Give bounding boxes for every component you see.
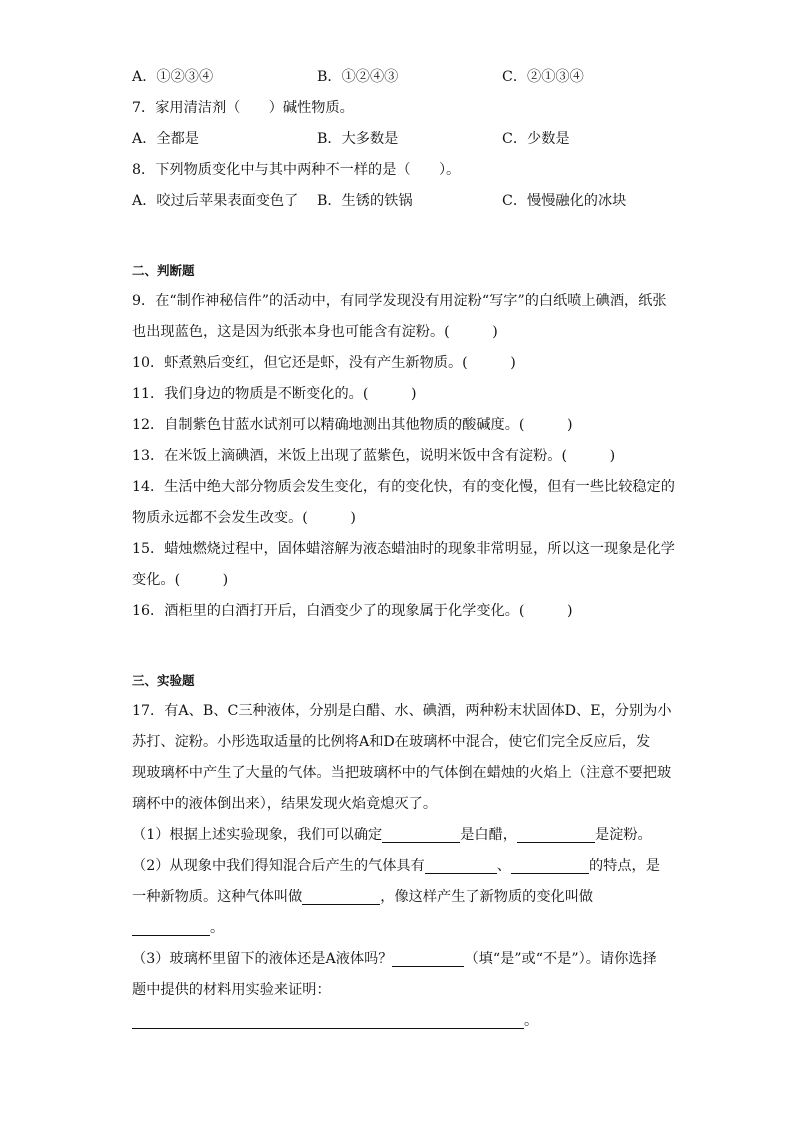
answer-blank-gas-name[interactable] <box>302 886 380 905</box>
answer-blank-experiment[interactable] <box>132 1010 524 1029</box>
q17-p2-text-e: ，像这样产生了新物质的变化叫做 <box>380 889 594 905</box>
q17-p3-text-d: 。 <box>524 1013 539 1029</box>
q17-line3: 现玻璃杯中产生了大量的气体。当把玻璃杯中的气体倒在蜡烛的火焰上（注意不要把玻 <box>132 765 672 781</box>
q6-option-b: B．①②④③ <box>317 69 399 85</box>
q17-line1: 17．有A、B、C三种液体，分别是白醋、水、碘酒，两种粉末状固体D、E，分别为小 <box>132 703 672 719</box>
q17-part3-line2: 题中提供的材料用实验来证明： <box>132 982 331 998</box>
q12: 12．自制紫色甘蓝水试剂可以精确地测出其他物质的酸碱度。( ) <box>132 417 573 433</box>
q16: 16．酒柜里的白酒打开后，白酒变少了的现象属于化学变化。( ) <box>132 603 573 619</box>
answer-blank-change-type[interactable] <box>132 917 210 936</box>
q13: 13．在米饭上滴碘酒，米饭上出现了蓝紫色，说明米饭中含有淀粉。( ) <box>132 448 616 464</box>
q9-line2: 也出现蓝色，这是因为纸张本身也可能含有淀粉。( ) <box>132 324 498 340</box>
q17-p3-text-b: （填“是”或“不是”）。请你选择 <box>464 951 657 967</box>
q11: 11．我们身边的物质是不断变化的。( ) <box>132 386 417 402</box>
q6-options <box>132 62 672 93</box>
q8-options <box>132 186 672 217</box>
q6-option-c: C．②①③④ <box>502 69 584 85</box>
q17-p2-text-f: 。 <box>210 920 225 936</box>
q8-option-b: B．生锈的铁锅 <box>317 193 413 209</box>
answer-blank-starch[interactable] <box>517 824 595 843</box>
q8-stem: 8．下列物质变化中与其中两种不一样的是（ ）。 <box>132 162 461 178</box>
q17-p2-text-d: 一种新物质。这种气体叫做 <box>132 889 303 905</box>
q17-p2-text-b: 、 <box>496 858 511 874</box>
q15-line2: 变化。( ) <box>132 572 229 588</box>
q7-option-a: A．全都是 <box>132 131 199 147</box>
q7-stem: 7．家用清洁剂（ ）碱性物质。 <box>132 100 354 116</box>
section-title-judgement: 二、判断题 <box>132 263 195 278</box>
q17-part3-line1 <box>132 944 672 975</box>
spacer <box>132 627 672 665</box>
q17-part2-line2 <box>132 882 672 913</box>
q8-option-c: C．慢慢融化的冰块 <box>502 193 627 209</box>
answer-blank-yes-no[interactable] <box>392 948 464 967</box>
q17-p1-text-b: 是白醋， <box>460 827 517 843</box>
q6-option-a: A．①②③④ <box>132 69 214 85</box>
q15-line1: 15．蜡烛燃烧过程中，固体蜡溶解为液态蜡油时的现象非常明显，所以这一现象是化学 <box>132 541 675 557</box>
q14-line2: 物质永远都不会发生改变。( ) <box>132 510 356 526</box>
spacer <box>132 217 672 255</box>
q17-p3-text-a: （3）玻璃杯里留下的液体还是A液体吗？ <box>132 951 393 967</box>
q7-option-b: B．大多数是 <box>317 131 399 147</box>
q9-line1: 9．在“制作神秘信件”的活动中，有同学发现没有用淀粉“写字”的白纸喷上碘酒，纸张 <box>132 293 667 309</box>
q10: 10．虾煮熟后变红，但它还是虾，没有产生新物质。( ) <box>132 355 516 371</box>
answer-blank-gas-property-2[interactable] <box>511 855 589 874</box>
section-title-experiment: 三、实验题 <box>132 673 195 688</box>
q17-part3-line3 <box>132 1006 672 1037</box>
q7-option-c: C．少数是 <box>502 131 570 147</box>
q17-part2-line1 <box>132 851 672 882</box>
q17-p2-text-c: 的特点，是 <box>588 858 660 874</box>
answer-blank-gas-property-1[interactable] <box>425 855 497 874</box>
q17-part1 <box>132 820 672 851</box>
q17-line4: 璃杯中的液体倒出来），结果发现火焰竟熄灭了。 <box>132 796 438 812</box>
q17-p1-text-c: 是淀粉。 <box>594 827 652 843</box>
q17-part2-line3 <box>132 913 672 944</box>
q17-p1-text-a: （1）根据上述实验现象，我们可以确定 <box>132 827 383 843</box>
q8-option-a: A．咬过后苹果表面变色了 <box>132 193 299 209</box>
q7-options <box>132 124 672 155</box>
q17-p2-text-a: （2）从现象中我们得知混合后产生的气体具有 <box>132 858 425 874</box>
q14-line1: 14．生活中绝大部分物质会发生变化，有的变化快，有的变化慢，但有一些比较稳定的 <box>132 479 675 495</box>
q17-line2: 苏打、淀粉。小彤选取适量的比例将A和D在玻璃杯中混合，使它们完全反应后，发 <box>132 734 651 750</box>
answer-blank-vinegar[interactable] <box>382 824 460 843</box>
worksheet <box>132 62 675 1037</box>
